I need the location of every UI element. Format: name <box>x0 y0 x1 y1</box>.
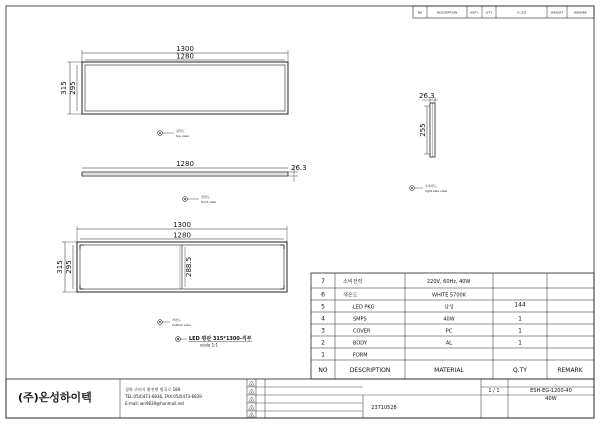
front-view <box>82 160 307 204</box>
header-col-remark: REMARK <box>574 10 587 15</box>
product-title-text: LED 평판 315*1300-직부 <box>189 336 252 342</box>
header-col-description: DESCRIPTION <box>436 10 458 15</box>
parts-row-qty: 144 <box>514 301 526 309</box>
parts-header-qty: Q.TY <box>513 367 527 374</box>
drawing-number: ESH-EG-1200-40 <box>530 388 572 394</box>
side-view-dim-height: 255 <box>419 123 427 137</box>
top-view <box>60 45 288 138</box>
sheet-count: 1 / 1 <box>488 388 500 394</box>
side-view <box>410 92 448 193</box>
parts-row-no: 6 <box>321 291 325 299</box>
parts-header-remark: REMARK <box>557 367 583 374</box>
revision-mark: A <box>250 391 253 395</box>
sheet-border <box>6 6 594 418</box>
parts-row-desc: 색온도 <box>343 292 358 299</box>
bottom-view-dim-outer-width: 1300 <box>173 221 191 229</box>
parts-row-desc: LED PKG <box>353 304 375 311</box>
header-col-qty: Q'TY <box>485 10 493 15</box>
parts-row <box>321 302 526 311</box>
parts-row-qty: 1 <box>518 339 522 347</box>
product-scale: scale 1:1 <box>200 342 219 348</box>
parts-header-no: NO <box>318 367 328 374</box>
parts-row <box>321 278 470 285</box>
side-view-dim-thickness: 26.3 <box>419 92 435 100</box>
title-block <box>6 379 594 418</box>
parts-row-qty: 1 <box>518 315 522 323</box>
company-email: E-mail: wn9839@hanmail.net <box>125 401 185 406</box>
header-col-no: NO <box>417 10 423 15</box>
parts-table <box>311 273 594 379</box>
company-tel: TEL:054)473-6836, FAX:054)473-6839 <box>125 394 202 399</box>
parts-row-desc: 소비전력 <box>343 279 363 285</box>
parts-header-row <box>318 367 583 374</box>
parts-row-material: 220V, 60Hz, 40W <box>427 279 471 285</box>
company-name: (주)온성하이텍 <box>18 391 92 404</box>
parts-row-no: 5 <box>321 303 325 311</box>
parts-row-material: WHITE 5700K <box>432 292 466 299</box>
top-view-label-en: top view <box>176 134 189 138</box>
top-view-dim-inner-height: 295 <box>69 81 77 95</box>
front-view-dim-width: 1280 <box>176 160 194 168</box>
parts-row-desc: COVER <box>353 328 371 335</box>
parts-row <box>321 352 368 359</box>
company-address: 경북 구미시 황전면 원곡로 189 <box>125 387 181 392</box>
parts-row-material: 40W <box>443 316 455 323</box>
revision-mark: A <box>250 399 253 403</box>
parts-header-desc: DESCRIPTION <box>349 367 391 374</box>
top-view-outer <box>82 62 288 114</box>
bottom-view-label-ko: 저면도 <box>172 318 181 322</box>
parts-row-no: 3 <box>321 327 325 335</box>
drawing-wattage: 40W <box>545 396 557 402</box>
top-view-inner <box>85 65 285 111</box>
revision-mark: A <box>250 414 253 418</box>
parts-row-material: AL <box>445 340 453 347</box>
parts-row-no: 4 <box>321 315 325 323</box>
front-view-dim-thickness: 26.3 <box>291 164 307 172</box>
parts-row-qty: 1 <box>518 327 522 335</box>
bottom-view-dim-outer-height: 315 <box>56 260 64 274</box>
product-title <box>176 335 252 348</box>
bottom-view-label-en: bottom view <box>172 323 191 327</box>
parts-row <box>321 316 522 323</box>
bottom-view-dim-center: 288.5 <box>185 256 193 278</box>
header-strip <box>413 6 594 18</box>
header-col-size: S I Z E <box>516 10 527 15</box>
front-view-label-ko: 정면도 <box>201 195 210 199</box>
parts-row-material: PC <box>445 328 453 335</box>
parts-row <box>321 340 522 347</box>
bottom-view <box>56 221 287 327</box>
parts-row-desc: FORM <box>353 352 368 359</box>
parts-row-no: 1 <box>321 351 325 359</box>
parts-row-no: 7 <box>321 278 325 285</box>
top-view-label-ko: 평면도 <box>176 129 185 133</box>
parts-row-desc: SMPS <box>353 316 367 323</box>
parts-row-no: 2 <box>321 339 325 347</box>
parts-row <box>321 328 522 335</box>
top-view-dim-outer-width: 1300 <box>176 45 194 53</box>
parts-row-desc: BODY <box>353 340 367 347</box>
side-view-label-ko: 우측면도 <box>425 184 437 188</box>
bottom-view-dim-inner-height: 295 <box>65 260 73 274</box>
revision-marks <box>249 381 255 418</box>
parts-row <box>321 292 467 299</box>
revision-mark: A <box>250 407 253 411</box>
top-view-dim-inner-width: 1280 <box>176 52 194 61</box>
side-view-label-en: right side view <box>425 189 448 193</box>
front-view-label-en: front view <box>201 200 216 204</box>
bottom-view-dim-inner-width: 1280 <box>173 231 191 240</box>
parts-row-material: 삼성 <box>444 304 454 311</box>
parts-header-material: MATERIAL <box>434 367 464 374</box>
header-col-weight: WEIGHT <box>550 10 564 15</box>
top-view-dim-outer-height: 315 <box>60 81 68 95</box>
revision-mark: A <box>250 383 253 387</box>
header-col-material: MAT'L <box>470 10 479 15</box>
drawing-date: 23710528 <box>371 405 397 411</box>
